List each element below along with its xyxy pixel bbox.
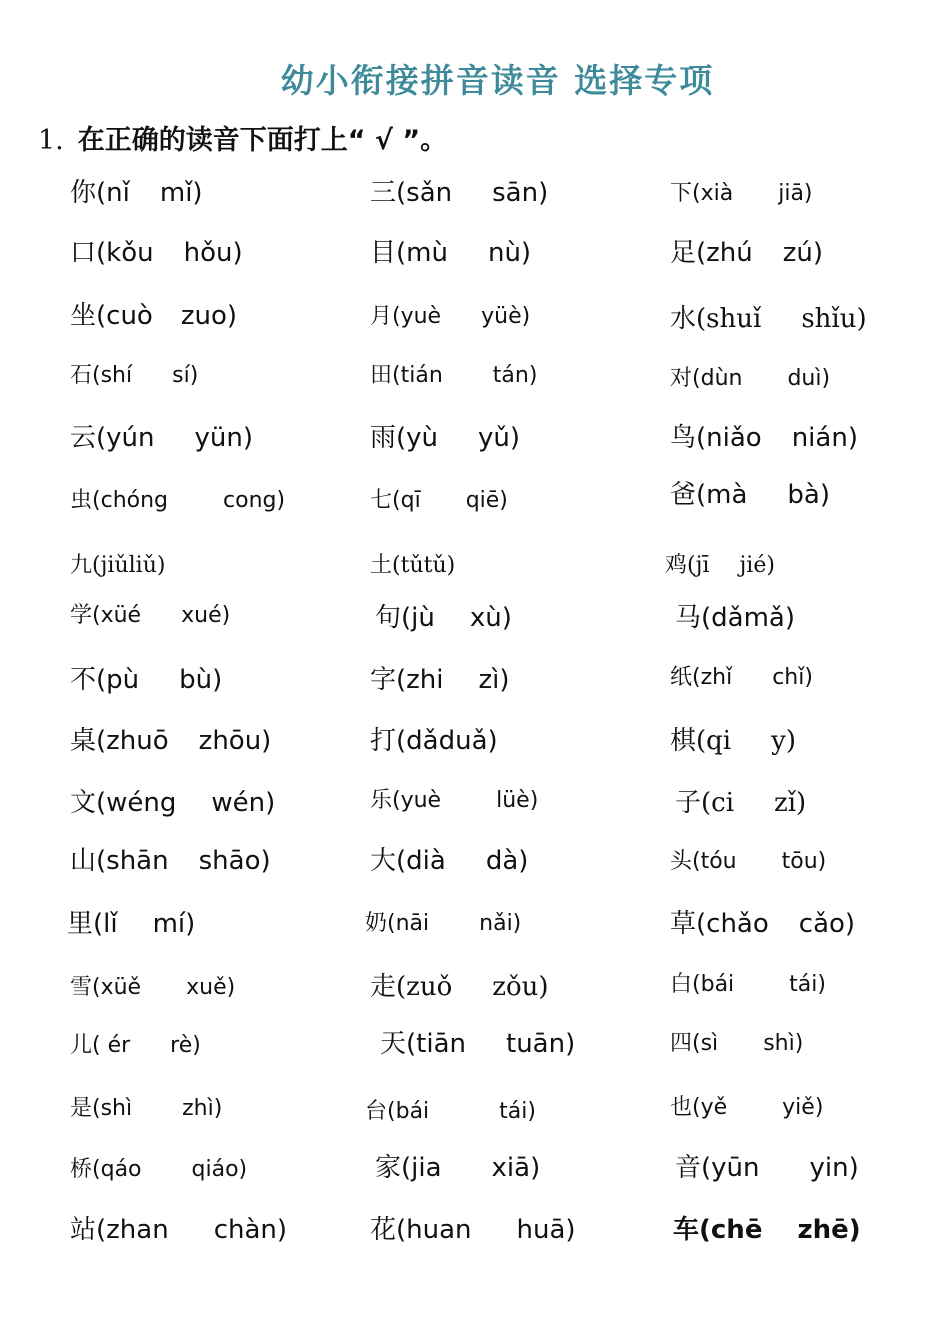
hanzi-character: 四 bbox=[670, 1031, 693, 1056]
pinyin-item bbox=[70, 728, 271, 754]
pinyin-option-b[interactable]: zì) bbox=[478, 665, 510, 695]
hanzi-character: 爸 bbox=[670, 480, 697, 510]
pinyin-option-b[interactable]: lüè) bbox=[496, 788, 539, 813]
pinyin-option-b[interactable]: y) bbox=[771, 726, 796, 756]
pinyin-option-b[interactable]: jiā) bbox=[778, 181, 813, 206]
pinyin-option-b[interactable]: zhē) bbox=[797, 1215, 861, 1245]
pinyin-option-b[interactable]: xiā) bbox=[491, 1153, 541, 1183]
pinyin-option-b[interactable]: mǐ) bbox=[159, 178, 203, 208]
pinyin-option-a[interactable]: (bái bbox=[692, 972, 735, 997]
pinyin-option-a[interactable]: (tóu bbox=[692, 849, 737, 874]
pinyin-item bbox=[370, 240, 531, 266]
pinyin-item bbox=[70, 1159, 247, 1181]
pinyin-option-a[interactable]: (lǐ bbox=[93, 909, 118, 939]
pinyin-option-b[interactable]: jié) bbox=[739, 553, 775, 578]
pinyin-option-a[interactable]: (tiān bbox=[406, 1029, 466, 1059]
pinyin-option-a[interactable]: (yuè bbox=[392, 304, 442, 329]
pinyin-option-a[interactable]: (jia bbox=[401, 1153, 442, 1183]
hanzi-character: 花 bbox=[370, 1215, 397, 1245]
pinyin-item bbox=[370, 306, 530, 328]
pinyin-option-a[interactable]: (shuǐ bbox=[696, 304, 762, 334]
pinyin-option-a[interactable]: (jù bbox=[401, 603, 435, 633]
pinyin-option-b[interactable]: qiáo) bbox=[191, 1157, 248, 1182]
pinyin-item bbox=[370, 974, 549, 1000]
pinyin-option-b[interactable]: bù) bbox=[179, 665, 223, 695]
hanzi-character: 水 bbox=[670, 304, 697, 334]
pinyin-option-a[interactable]: (zhan bbox=[96, 1215, 169, 1245]
hanzi-character: 桌 bbox=[70, 726, 97, 756]
hanzi-character: 七 bbox=[370, 488, 393, 513]
pinyin-option-a[interactable]: (kǒu bbox=[96, 238, 154, 268]
pinyin-option-a[interactable]: (shì bbox=[92, 1096, 133, 1121]
pinyin-item bbox=[665, 555, 775, 577]
pinyin-option-a[interactable]: (bái bbox=[387, 1099, 430, 1124]
pinyin-option-a[interactable]: (zuǒ bbox=[396, 972, 453, 1002]
hanzi-character: 句 bbox=[375, 603, 402, 633]
pinyin-item bbox=[70, 425, 253, 451]
pinyin-item bbox=[670, 368, 830, 390]
pinyin-option-a[interactable]: (yù bbox=[396, 423, 439, 453]
hanzi-character: 足 bbox=[670, 238, 697, 268]
pinyin-option-a[interactable]: (xià bbox=[692, 181, 734, 206]
pinyin-item bbox=[670, 482, 830, 508]
pinyin-item bbox=[675, 1155, 859, 1181]
pinyin-item bbox=[673, 1217, 861, 1243]
pinyin-option-a[interactable]: (chǎo bbox=[696, 909, 769, 939]
pinyin-option-a[interactable]: (zhú bbox=[696, 238, 753, 268]
pinyin-option-a[interactable]: (qi bbox=[696, 726, 732, 756]
pinyin-item bbox=[675, 790, 806, 816]
hanzi-character: 土 bbox=[370, 553, 393, 578]
pinyin-option-a[interactable]: (tǔtǔ) bbox=[392, 553, 456, 578]
pinyin-item bbox=[670, 851, 826, 873]
pinyin-option-a[interactable]: (shí bbox=[92, 363, 133, 388]
pinyin-option-a[interactable]: (wéng bbox=[96, 788, 177, 818]
pinyin-option-b[interactable]: chǐ) bbox=[772, 665, 813, 690]
pinyin-option-b[interactable]: huā) bbox=[516, 1215, 576, 1245]
pinyin-option-a[interactable]: (chóng bbox=[92, 488, 169, 513]
hanzi-character: 大 bbox=[370, 846, 397, 876]
pinyin-option-b[interactable]: duì) bbox=[787, 366, 831, 391]
pinyin-item bbox=[70, 605, 230, 627]
hanzi-character: 田 bbox=[370, 363, 393, 388]
hanzi-character: 车 bbox=[673, 1215, 700, 1245]
pinyin-item bbox=[370, 1217, 576, 1243]
pinyin-option-b[interactable]: shāo) bbox=[198, 846, 271, 876]
pinyin-option-a[interactable]: (yún bbox=[96, 423, 155, 453]
hanzi-character: 对 bbox=[670, 366, 693, 391]
hanzi-character: 儿 bbox=[70, 1033, 93, 1058]
pinyin-item bbox=[70, 1035, 201, 1057]
hanzi-character: 桥 bbox=[70, 1157, 93, 1182]
pinyin-option-b[interactable]: zhì) bbox=[182, 1096, 223, 1121]
pinyin-option-a[interactable]: (zhuō bbox=[96, 726, 169, 756]
hanzi-character: 你 bbox=[70, 178, 97, 208]
pinyin-option-b[interactable]: tuān) bbox=[506, 1029, 576, 1059]
pinyin-option-a[interactable]: (mà bbox=[696, 480, 748, 510]
hanzi-character: 不 bbox=[70, 665, 97, 695]
pinyin-option-a[interactable]: (sì bbox=[692, 1031, 719, 1056]
pinyin-option-b[interactable]: qiē) bbox=[465, 488, 508, 513]
pinyin-option-a[interactable]: (dùn bbox=[692, 366, 743, 391]
pinyin-item bbox=[375, 1155, 540, 1181]
pinyin-item bbox=[370, 790, 538, 812]
hanzi-character: 雪 bbox=[70, 975, 93, 1000]
hanzi-character: 里 bbox=[67, 909, 94, 939]
hanzi-character: 雨 bbox=[370, 423, 397, 453]
pinyin-option-b[interactable]: xuě) bbox=[186, 975, 236, 1000]
hanzi-character: 乐 bbox=[370, 788, 393, 813]
pinyin-option-a[interactable]: (jiǔliǔ) bbox=[92, 553, 166, 578]
pinyin-option-b[interactable]: nián) bbox=[791, 423, 858, 453]
hanzi-character: 走 bbox=[370, 972, 397, 1002]
pinyin-option-a[interactable]: (jī bbox=[687, 553, 710, 578]
question-number: 1. bbox=[38, 125, 64, 156]
pinyin-option-b[interactable]: yün) bbox=[194, 423, 254, 453]
pinyin-item bbox=[370, 728, 498, 754]
pinyin-item bbox=[370, 848, 528, 874]
pinyin-item bbox=[70, 667, 222, 693]
pinyin-item bbox=[675, 605, 795, 631]
pinyin-item bbox=[670, 667, 813, 689]
pinyin-option-a[interactable]: (qáo bbox=[92, 1157, 142, 1182]
pinyin-item bbox=[370, 180, 548, 206]
hanzi-character: 白 bbox=[670, 972, 693, 997]
pinyin-item bbox=[670, 240, 823, 266]
pinyin-option-a[interactable]: (nǐ bbox=[96, 178, 130, 208]
pinyin-option-b[interactable]: nù) bbox=[487, 238, 532, 268]
hanzi-character: 鸟 bbox=[670, 423, 697, 453]
pinyin-option-b[interactable]: tán) bbox=[492, 363, 538, 388]
page-title: 幼小衔接拼音读音 选择专项 bbox=[280, 61, 715, 100]
pinyin-option-b[interactable]: zuo) bbox=[180, 301, 238, 331]
hanzi-character: 头 bbox=[670, 849, 693, 874]
pinyin-item bbox=[70, 1217, 287, 1243]
pinyin-option-a[interactable]: (niǎo bbox=[696, 423, 762, 453]
pinyin-option-a[interactable]: (yě bbox=[692, 1095, 728, 1120]
pinyin-option-a[interactable]: (chē bbox=[699, 1215, 763, 1245]
pinyin-option-b[interactable]: xué) bbox=[181, 603, 231, 628]
pinyin-item bbox=[370, 365, 537, 387]
hanzi-character: 学 bbox=[70, 603, 93, 628]
hanzi-character: 石 bbox=[70, 363, 93, 388]
hanzi-character: 子 bbox=[675, 788, 702, 818]
pinyin-item bbox=[67, 911, 195, 937]
hanzi-character: 口 bbox=[70, 238, 97, 268]
pinyin-option-b[interactable]: yin) bbox=[809, 1153, 859, 1183]
pinyin-item bbox=[70, 555, 165, 577]
pinyin-option-a[interactable]: (mù bbox=[396, 238, 448, 268]
question-1 bbox=[38, 118, 447, 157]
pinyin-item bbox=[70, 490, 285, 512]
pinyin-option-b[interactable]: hǒu) bbox=[183, 238, 243, 268]
pinyin-option-a[interactable]: (ci bbox=[701, 788, 735, 818]
pinyin-option-b[interactable]: yǔ) bbox=[478, 423, 521, 453]
hanzi-character: 也 bbox=[670, 1095, 693, 1120]
pinyin-option-b[interactable]: shì) bbox=[763, 1031, 804, 1056]
pinyin-option-a[interactable]: (xüě bbox=[92, 975, 142, 1000]
pinyin-option-b[interactable]: dà) bbox=[485, 846, 529, 876]
pinyin-option-b[interactable]: zǐ) bbox=[774, 788, 807, 818]
pinyin-option-b[interactable]: rè) bbox=[170, 1033, 201, 1058]
pinyin-option-a[interactable]: ( ér bbox=[92, 1033, 131, 1058]
pinyin-option-b[interactable]: shǐu) bbox=[801, 304, 867, 334]
hanzi-character: 三 bbox=[370, 178, 397, 208]
pinyin-option-b[interactable]: wén) bbox=[211, 788, 276, 818]
pinyin-option-b[interactable]: bà) bbox=[787, 480, 831, 510]
hanzi-character: 鸡 bbox=[665, 553, 688, 578]
hanzi-character: 目 bbox=[370, 238, 397, 268]
pinyin-option-b[interactable]: sān) bbox=[492, 178, 549, 208]
pinyin-option-a[interactable]: (dǎmǎ) bbox=[701, 603, 795, 633]
pinyin-option-a[interactable]: (huan bbox=[396, 1215, 472, 1245]
pinyin-item bbox=[365, 1101, 536, 1123]
pinyin-item bbox=[370, 425, 520, 451]
pinyin-option-b[interactable]: zǒu) bbox=[492, 972, 549, 1002]
pinyin-option-a[interactable]: (xüé bbox=[92, 603, 142, 628]
hanzi-character: 台 bbox=[365, 1099, 388, 1124]
pinyin-option-b[interactable]: yiě) bbox=[782, 1095, 824, 1120]
pinyin-item bbox=[375, 605, 512, 631]
pinyin-option-a[interactable]: (yūn bbox=[701, 1153, 760, 1183]
pinyin-option-b[interactable]: xù) bbox=[469, 603, 512, 633]
hanzi-character: 九 bbox=[70, 553, 93, 578]
hanzi-character: 山 bbox=[70, 846, 97, 876]
hanzi-character: 棋 bbox=[670, 726, 697, 756]
hanzi-character: 下 bbox=[670, 181, 693, 206]
pinyin-option-a[interactable]: (zhǐ bbox=[692, 665, 733, 690]
pinyin-item bbox=[370, 490, 508, 512]
pinyin-item bbox=[670, 1097, 823, 1119]
hanzi-character: 纸 bbox=[670, 665, 693, 690]
hanzi-character: 坐 bbox=[70, 301, 97, 331]
pinyin-item bbox=[70, 240, 243, 266]
pinyin-option-b[interactable]: tái) bbox=[789, 972, 826, 997]
hanzi-character: 奶 bbox=[365, 911, 388, 936]
hanzi-character: 马 bbox=[675, 603, 702, 633]
pinyin-item bbox=[70, 365, 198, 387]
pinyin-item bbox=[670, 306, 867, 332]
pinyin-option-a[interactable]: (qī bbox=[392, 488, 421, 513]
pinyin-option-a[interactable]: (cuò bbox=[96, 301, 153, 331]
pinyin-item bbox=[670, 728, 796, 754]
pinyin-option-b[interactable]: mí) bbox=[152, 909, 196, 939]
pinyin-option-a[interactable]: (pù bbox=[96, 665, 140, 695]
pinyin-option-b[interactable]: tōu) bbox=[781, 849, 827, 874]
pinyin-item bbox=[70, 303, 237, 329]
hanzi-character: 天 bbox=[380, 1029, 407, 1059]
hanzi-character: 月 bbox=[370, 304, 393, 329]
pinyin-option-b[interactable]: zhōu) bbox=[198, 726, 272, 756]
hanzi-character: 家 bbox=[375, 1153, 402, 1183]
pinyin-item bbox=[70, 977, 235, 999]
pinyin-option-a[interactable]: (dǎduǎ) bbox=[396, 726, 498, 756]
hanzi-character: 字 bbox=[370, 665, 397, 695]
pinyin-option-b[interactable]: nǎi) bbox=[479, 911, 522, 936]
hanzi-character: 虫 bbox=[70, 488, 93, 513]
pinyin-item bbox=[365, 913, 521, 935]
pinyin-option-a[interactable]: (yuè bbox=[392, 788, 442, 813]
hanzi-character: 站 bbox=[70, 1215, 97, 1245]
hanzi-character: 是 bbox=[70, 1096, 93, 1121]
pinyin-item bbox=[670, 1033, 803, 1055]
pinyin-option-b[interactable]: tái) bbox=[499, 1099, 536, 1124]
question-text: 在正确的读音下面打上“ √ ”。 bbox=[77, 125, 448, 156]
pinyin-option-b[interactable]: zú) bbox=[782, 238, 824, 268]
pinyin-option-b[interactable]: cong) bbox=[223, 488, 286, 513]
pinyin-option-a[interactable]: (shān bbox=[96, 846, 169, 876]
pinyin-option-b[interactable]: sí) bbox=[172, 363, 199, 388]
pinyin-item bbox=[380, 1031, 575, 1057]
pinyin-option-a[interactable]: (tián bbox=[392, 363, 443, 388]
pinyin-item bbox=[670, 425, 858, 451]
pinyin-item bbox=[70, 848, 271, 874]
pinyin-item bbox=[70, 790, 275, 816]
hanzi-character: 草 bbox=[670, 909, 697, 939]
pinyin-option-b[interactable]: chàn) bbox=[213, 1215, 288, 1245]
hanzi-character: 文 bbox=[70, 788, 97, 818]
pinyin-item bbox=[670, 911, 855, 937]
pinyin-option-b[interactable]: cǎo) bbox=[798, 909, 856, 939]
pinyin-item bbox=[370, 555, 455, 577]
pinyin-item bbox=[70, 180, 203, 206]
hanzi-character: 云 bbox=[70, 423, 97, 453]
pinyin-item bbox=[370, 667, 510, 693]
pinyin-option-b[interactable]: yüè) bbox=[481, 304, 531, 329]
pinyin-option-a[interactable]: (zhi bbox=[396, 665, 444, 695]
pinyin-option-a[interactable]: (nāi bbox=[387, 911, 430, 936]
hanzi-character: 音 bbox=[675, 1153, 702, 1183]
pinyin-option-a[interactable]: (dià bbox=[396, 846, 446, 876]
pinyin-item bbox=[70, 1098, 222, 1120]
pinyin-item bbox=[670, 974, 826, 996]
pinyin-item bbox=[670, 183, 813, 205]
hanzi-character: 打 bbox=[370, 726, 397, 756]
pinyin-option-a[interactable]: (sǎn bbox=[396, 178, 453, 208]
